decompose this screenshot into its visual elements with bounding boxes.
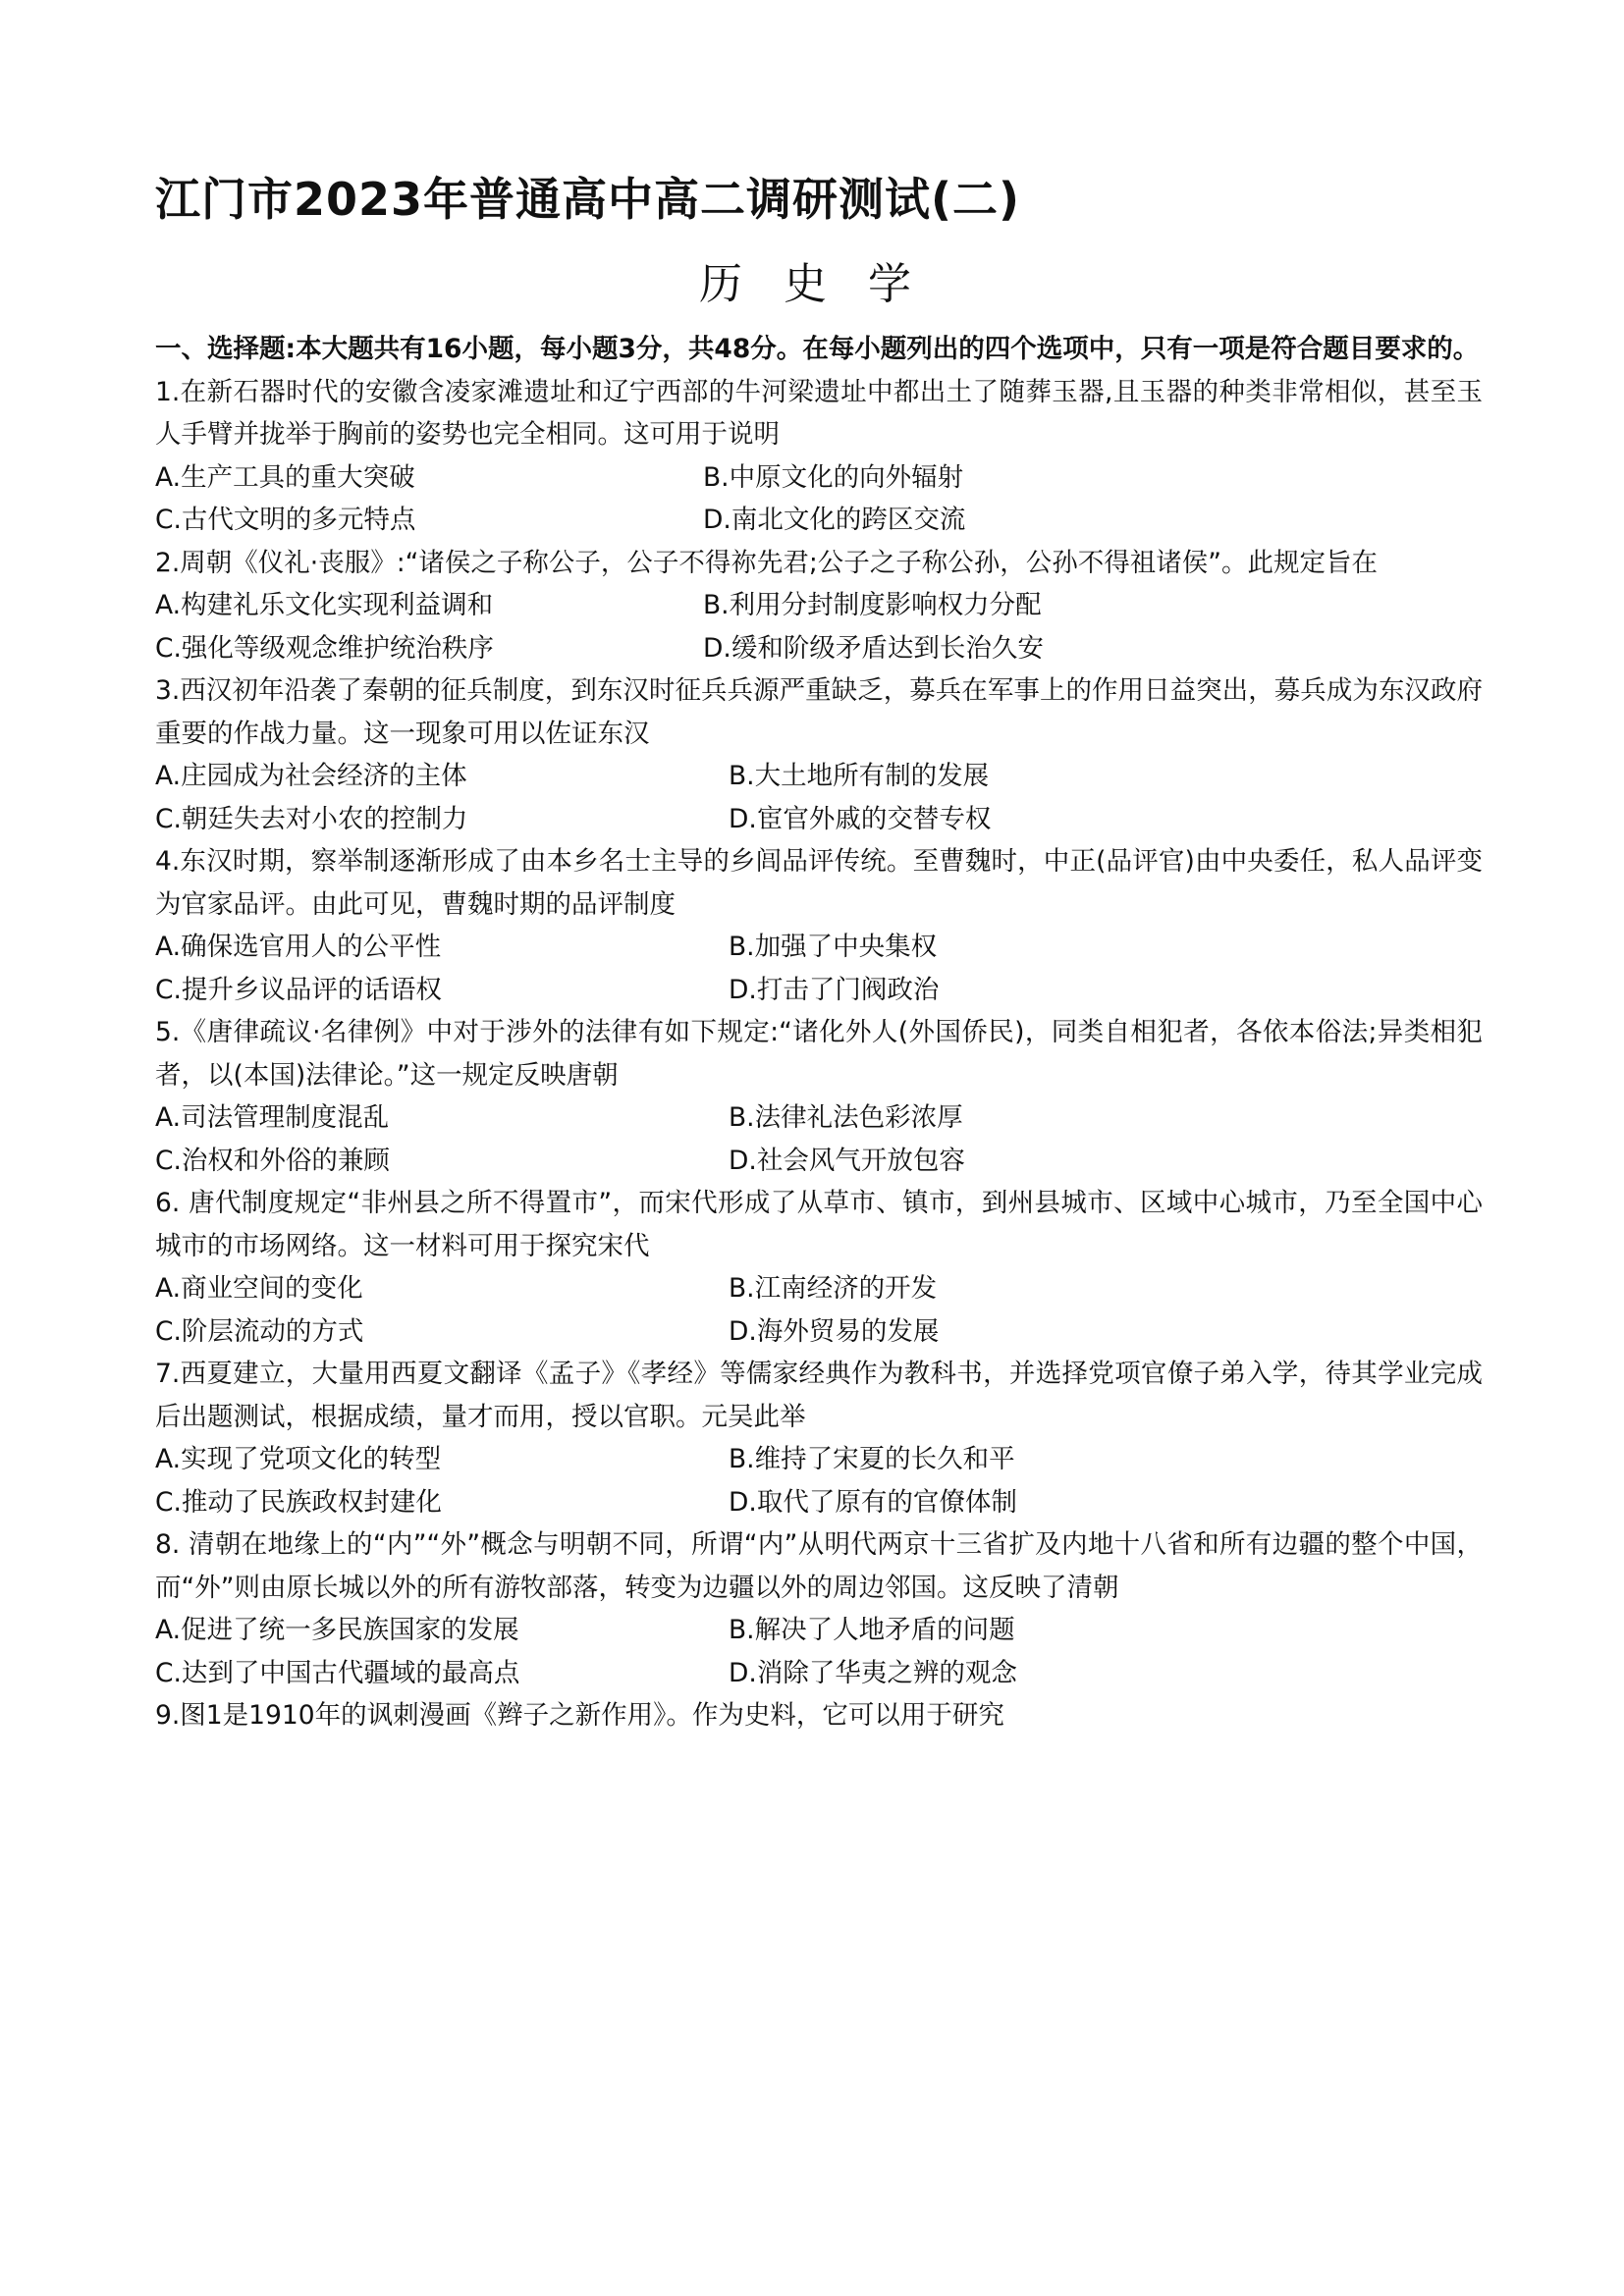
option-c: C.阶层流动的方式: [155, 1315, 364, 1347]
question-7: [155, 1353, 1483, 1523]
option-row: [155, 798, 1483, 841]
option-row: [155, 1096, 1483, 1140]
option-c: C.推动了民族政权封建化: [155, 1486, 442, 1518]
exam-content: [155, 328, 1483, 1737]
question-3: [155, 669, 1483, 840]
option-a: A.促进了统一多民族国家的发展: [155, 1615, 519, 1645]
option-a: A.实现了党项文化的转型: [155, 1444, 442, 1474]
question-text: 3.西汉初年沿袭了秦朝的征兵制度，到东汉时征兵兵源严重缺乏，募兵在军事上的作用日益突出，募兵成为东汉政府重要的作战力量。这一现象可用以佐证东汉: [155, 675, 1483, 749]
question-1: [155, 371, 1483, 542]
exam-title: 江门市2023年普通高中高二调研测试(二): [155, 173, 1021, 226]
subject-title: 历 史 学: [699, 259, 925, 309]
option-a: A.构建礼乐文化实现利益调和: [155, 590, 494, 620]
option-row: [155, 456, 1483, 500]
option-c: C.达到了中国古代疆域的最高点: [155, 1657, 520, 1688]
option-row: [155, 627, 1483, 670]
option-a: A.商业空间的变化: [155, 1273, 363, 1304]
option-row: [155, 926, 1483, 969]
option-b: B.江南经济的开发: [729, 1273, 938, 1304]
option-row: [155, 1140, 1483, 1183]
option-c: C.提升乡议品评的话语权: [155, 974, 442, 1005]
option-a: A.生产工具的重大突破: [155, 461, 415, 493]
question-text: 1.在新石器时代的安徽含凌家滩遗址和辽宁西部的牛河梁遗址中都出土了随葬玉器,且玉器的种类非常相似，甚至玉人手臂并拢举于胸前的姿势也完全相同。这可用于说明: [155, 376, 1483, 450]
question-5: [155, 1011, 1483, 1182]
option-row: [155, 584, 1483, 627]
option-b: B.加强了中央集权: [729, 932, 938, 962]
question-text: 4.东汉时期，察举制逐渐形成了由本乡名士主导的乡闾品评传统。至曹魏时，中正(品评官)由中央委任，私人品评变为官家品评。由此可见，曹魏时期的品评制度: [155, 846, 1483, 920]
question-2: [155, 542, 1483, 670]
option-c: C.治权和外俗的兼顾: [155, 1145, 390, 1176]
question-text: 8. 清朝在地缘上的“内”“外”概念与明朝不同，所谓“内”从明代两京十三省扩及内地十八省和所有边疆的整个中国，而“外”则由原长城以外的所有游牧部落，转变为边疆以外的周边邻国。这反映了清朝: [155, 1529, 1483, 1603]
option-row: [155, 1438, 1483, 1481]
option-b: B.维持了宋夏的长久和平: [729, 1444, 1015, 1474]
option-d: D.缓和阶级矛盾达到长治久安: [703, 632, 1044, 664]
section-header: 一、选择题:本大题共有16小题，每小题3分，共48分。在每小题列出的四个选项中，只有一项是符合题目要求的。: [155, 334, 1480, 364]
option-row: [155, 1310, 1483, 1354]
question-text: 7.西夏建立，大量用西夏文翻译《孟子》《孝经》等儒家经典作为教科书，并选择党项官僚子弟入学，待其学业完成后出题测试，根据成绩，量才而用，授以官职。元吴此举: [155, 1359, 1483, 1432]
question-text: 9.图1是1910年的讽刺漫画《辫子之新作用》。作为史料，它可以用于研究: [155, 1700, 1004, 1731]
option-b: B.中原文化的向外辐射: [703, 461, 964, 493]
option-b: B.法律礼法色彩浓厚: [729, 1102, 963, 1133]
option-d: D.打击了门阀政治: [729, 974, 940, 1005]
question-8: [155, 1523, 1483, 1694]
option-d: D.南北文化的跨区交流: [703, 505, 966, 535]
question-text: 2.周朝《仪礼·丧服》:“诸侯之子称公子，公子不得祢先君;公子之子称公孙，公孙不得祖诸侯”。此规定旨在: [155, 547, 1379, 578]
option-row: [155, 1481, 1483, 1524]
option-d: D.消除了华夷之辨的观念: [729, 1657, 1017, 1688]
question-9: [155, 1694, 1483, 1737]
option-b: B.大土地所有制的发展: [729, 761, 990, 791]
option-d: D.海外贸易的发展: [729, 1315, 940, 1347]
option-row: [155, 969, 1483, 1012]
option-c: C.朝廷失去对小农的控制力: [155, 803, 468, 834]
question-4: [155, 840, 1483, 1011]
question-text: 6. 唐代制度规定“非州县之所不得置市”，而宋代形成了从草市、镇市，到州县城市、区域中心城市，乃至全国中心城市的市场网络。这一材料可用于探究宋代: [155, 1188, 1483, 1261]
option-row: [155, 1609, 1483, 1652]
option-row: [155, 499, 1483, 542]
option-a: A.庄园成为社会经济的主体: [155, 761, 467, 791]
option-row: [155, 755, 1483, 798]
option-c: C.古代文明的多元特点: [155, 505, 416, 535]
option-row: [155, 1652, 1483, 1695]
option-d: D.宦官外戚的交替专权: [729, 803, 992, 834]
option-a: A.司法管理制度混乱: [155, 1102, 390, 1133]
question-text: 5.《唐律疏议·名律例》中对于涉外的法律有如下规定:“诸化外人(外国侨民)，同类自相犯者，各依本俗法;异类相犯者，以(本国)法律论。”这一规定反映唐朝: [155, 1017, 1483, 1091]
option-c: C.强化等级观念维护统治秩序: [155, 632, 494, 664]
option-d: D.取代了原有的官僚体制: [729, 1486, 1017, 1518]
option-b: B.解决了人地矛盾的问题: [729, 1615, 1015, 1645]
option-a: A.确保选官用人的公平性: [155, 932, 442, 962]
option-row: [155, 1267, 1483, 1310]
option-b: B.利用分封制度影响权力分配: [703, 590, 1042, 620]
question-6: [155, 1182, 1483, 1353]
option-d: D.社会风气开放包容: [729, 1145, 965, 1176]
